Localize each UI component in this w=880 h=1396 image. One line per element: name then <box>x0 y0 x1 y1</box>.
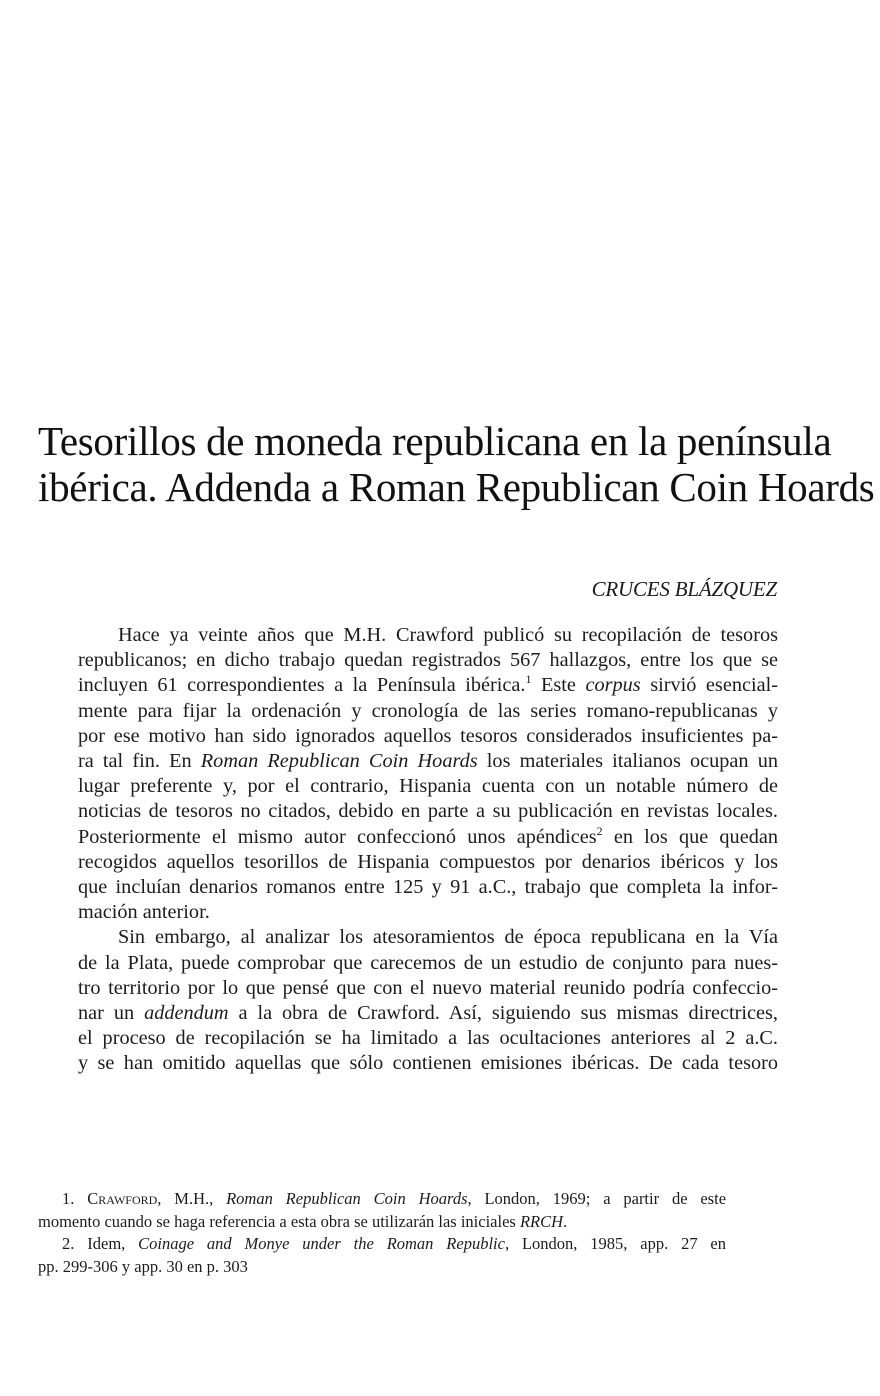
text-line: Posteriormente el mismo autor confeccionó unos apéndices$^2$ en los que quedan <box>78 823 778 848</box>
footnote-ref-1[interactable]: 1 <box>525 672 532 687</box>
footnote-ref-2[interactable]: 2 <box>596 823 603 838</box>
paragraph-1 <box>38 623 778 925</box>
text-line: incluyen 61 correspondientes a la Península ibérica.$^1$ Este corpus sirvió esencial- <box>78 672 778 697</box>
text-line: nar un addendum a la obra de Crawford. Así, siguiendo sus mismas directrices, <box>78 1002 778 1025</box>
text-line: momento cuando se haga referencia a esta obra se utilizarán las iniciales RRCH. <box>38 1211 568 1231</box>
text-line: que incluían denarios romanos entre 125 y 91 a.C., trabajo que completa la infor- <box>78 876 778 899</box>
text-line: Hace ya veinte años que M.H. Crawford publicó su recopilación de tesoros <box>118 624 778 646</box>
text-line: republicanos; en dicho trabajo quedan registrados 567 hallazgos, entre los que se <box>78 649 778 672</box>
text-line: 1. Crawford, M.H., Roman Republican Coin Hoards, London, 1969; a partir de este <box>62 1189 727 1208</box>
text-line: noticias de tesoros no citados, debido en parte a su publicación en revistas locales. <box>78 800 778 823</box>
text-line: el proceso de recopilación se ha limitado a las ocultaciones anteriores al 2 a.C. <box>78 1027 778 1050</box>
text-line: por ese motivo han sido ignorados aquellos tesoros considerados insuficientes pa- <box>78 724 778 747</box>
footnotes <box>38 1188 726 1278</box>
text-line: mación anterior. <box>78 901 210 924</box>
title-line-2: ibérica. Addenda a Roman Republican Coin Hoards <box>38 464 875 510</box>
paragraph-2 <box>38 925 778 1076</box>
text-line: recogidos aquellos tesorillos de Hispania compuestos por denarios ibéricos y los <box>78 850 778 873</box>
author-name: CRUCES BLÁZQUEZ <box>591 577 777 601</box>
text-line: Sin embargo, al analizar los atesoramientos de época republicana en la Vía <box>118 926 778 949</box>
footnote-2 <box>38 1233 726 1278</box>
body-text <box>38 623 778 1077</box>
text-line: 2. Idem, Coinage and Monye under the Roman Republic, London, 1985, app. 27 en <box>62 1234 727 1254</box>
text-line: y se han omitido aquellas que sólo contienen emisiones ibéricas. De cada tesoro <box>78 1052 778 1075</box>
footnote-1 <box>38 1188 726 1233</box>
title-line-1: Tesorillos de moneda republicana en la península <box>38 418 832 464</box>
text-line: mente para fijar la ordenación y cronología de las series romano-republicanas y <box>78 699 778 722</box>
text-line: ra tal fin. En Roman Republican Coin Hoards los materiales italianos ocupan un <box>78 750 779 773</box>
text-line: lugar preferente y, por el contrario, Hispania cuenta con un notable número de <box>78 775 778 798</box>
text-line: tro territorio por lo que pensé que con el nuevo material reunido podría confeccio- <box>78 976 778 999</box>
text-line: pp. 299-306 y app. 30 en p. 303 <box>38 1256 248 1276</box>
text-line: de la Plata, puede comprobar que carecemos de un estudio de conjunto para nues- <box>78 951 778 974</box>
article-title <box>38 418 875 510</box>
